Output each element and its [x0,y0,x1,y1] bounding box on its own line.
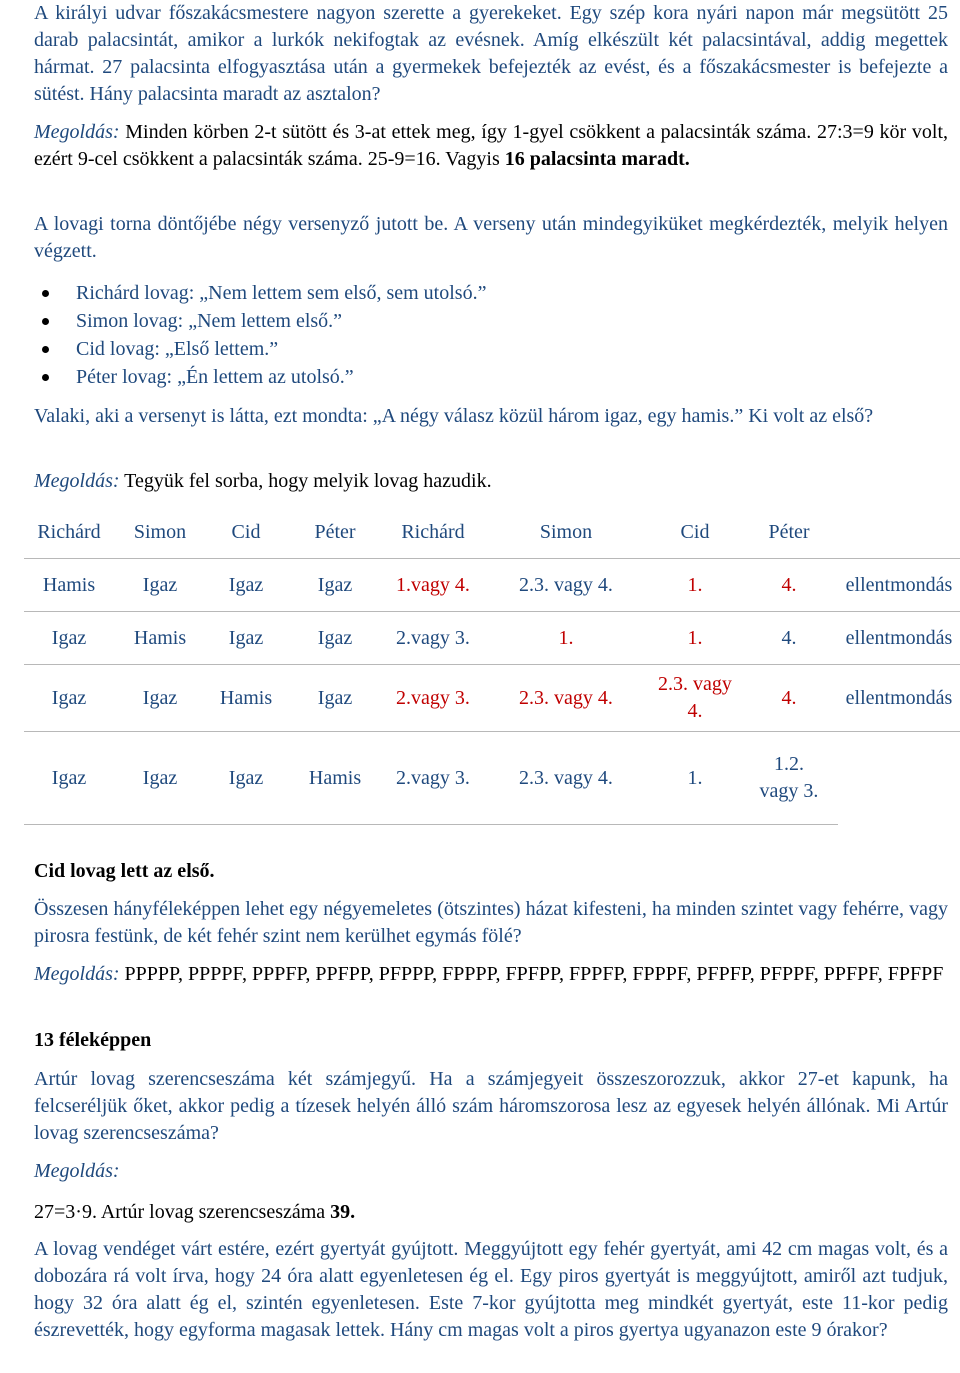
problem-14 [0,896,948,950]
solution-text: PPPPP, PPPPF, PPPFP, PPFPP, PFPPP, FPPPP, FPFPP, FPPFP, FPPPF, PFPFP, PFPPF, PPFPF, FPFPF [119,963,944,985]
table-row: Igaz Igaz Hamis Igaz 2.vagy 3. 2.3. vagy 4. 2.3. vagy 4. 4. ellentmondás [24,665,960,732]
bullet-icon [42,290,49,297]
problem-text: Artúr lovag szerencseszáma két számjegyű. Ha a számjegyeit összeszorozzuk, akkor 27-et kapunk, ha felcseréljük őket, akkor pedig a tízesek helyén álló szám háromszorosa lesz az egyesek helyén állónak. Mi Artúr lovag szerencseszáma? [34,1068,948,1144]
table-header-row: Richárd Simon Cid Péter Richárd Simon Cid Péter [24,506,960,559]
bullet-icon [42,374,49,381]
solution-14 [34,961,948,988]
bullet-icon [42,318,49,325]
solution-label-15: Megoldás: [34,1160,120,1182]
problem-number [0,0,34,27]
solution-text: Minden körben 2-t sütött és 3-at ettek meg, így 1-gyel csökkent a palacsinták száma. 27:3=9 kör volt, ezért 9-cel csökkent a palacsinták száma. 25-9=16. Vagyis [34,121,948,170]
problem-16 [0,1236,948,1344]
problem-text: A lovag vendéget várt estére, ezért gyertyát gyújtott. Meggyújtott egy fehér gyertyát, ami 42 cm magas volt, és a dobozára rá volt írva, hogy 24 óra alatt egyenletesen ég el. Egy piros gyertyát is meggyújtott, amiről azt tudjuk, hogy 32 óra alatt ég el, szintén egyenletesen. Este 7-kor gyújtotta meg mindkét gyertyát, este 11-kor pedig észrevették, hogy egyforma magasak lettek. Hány cm magas volt a piros gyertya ugyanazon este 9 órakor? [34,1238,948,1341]
answer-14: 13 féleképpen [34,1029,152,1051]
list-item: Cid lovag: „Első lettem.” [34,336,934,364]
problem-12 [0,0,948,108]
problem-number [0,211,34,238]
problem-text: Összesen hányféleképpen lehet egy négyemeletes (ötszintes) házat kifesteni, ha minden szintet vagy fehérre, vagy pirosra festünk, de két fehér szint nem kerülhet egymás fölé? [34,898,948,947]
list-item: Péter lovag: „Én lettem az utolsó.” [34,364,934,392]
problem-13 [0,211,948,265]
solution-12 [34,119,948,173]
problem-text: A lovagi torna döntőjébe négy versenyző jutott be. A verseny után mindegyiküket megkérdezték, melyik helyen végzett. [34,213,948,262]
solution-label: Megoldás: [34,121,120,143]
problem-15 [0,1066,948,1147]
list-item: Simon lovag: „Nem lettem első.” [34,308,934,336]
solution-label: Megoldás: [34,963,120,985]
problem-number [0,1066,34,1093]
solution-label: Megoldás: [34,470,120,492]
statement-list [34,280,934,392]
list-item: Richárd lovag: „Nem lettem sem első, sem utolsó.” [34,280,934,308]
table-row: Hamis Igaz Igaz Igaz 1.vagy 4. 2.3. vagy 4. 1. 4. ellentmondás [24,559,960,612]
solution-answer: 16 palacsinta maradt. [504,148,690,170]
table-row: Igaz Hamis Igaz Igaz 2.vagy 3. 1. 1. 4. ellentmondás [24,612,960,665]
solution-13 [34,468,948,495]
problem-number [0,1236,34,1263]
conclusion-13: Cid lovag lett az első. [34,860,215,882]
problem-number [0,896,34,923]
problem-13-question: Valaki, aki a versenyt is látta, ezt mondta: „A négy válasz közül három igaz, egy hamis.” Ki volt az első? [34,405,874,427]
solution-text: Tegyük fel sorba, hogy melyik lovag hazudik. [119,470,492,492]
bullet-icon [42,346,49,353]
knights-table [24,506,960,825]
table-row: Igaz Igaz Igaz Hamis 2.vagy 3. 2.3. vagy 4. 1. 1.2. vagy 3. [24,732,960,825]
problem-text: A királyi udvar főszakácsmestere nagyon szerette a gyerekeket. Egy szép kora nyári napon már megsütött 25 darab palacsintát, amikor a lurkók nekifogtak az evésnek. Amíg elkészült két palacsintával, addig megettek hármat. 27 palacsinta elfogyasztása után a gyermekek befejezték az evést, és a főszakácsmester is befejezte a sütést. Hány palacsinta maradt az asztalon? [34,2,948,105]
answer-15: 27=3·9. Artúr lovag szerencseszáma 39. [34,1201,356,1223]
